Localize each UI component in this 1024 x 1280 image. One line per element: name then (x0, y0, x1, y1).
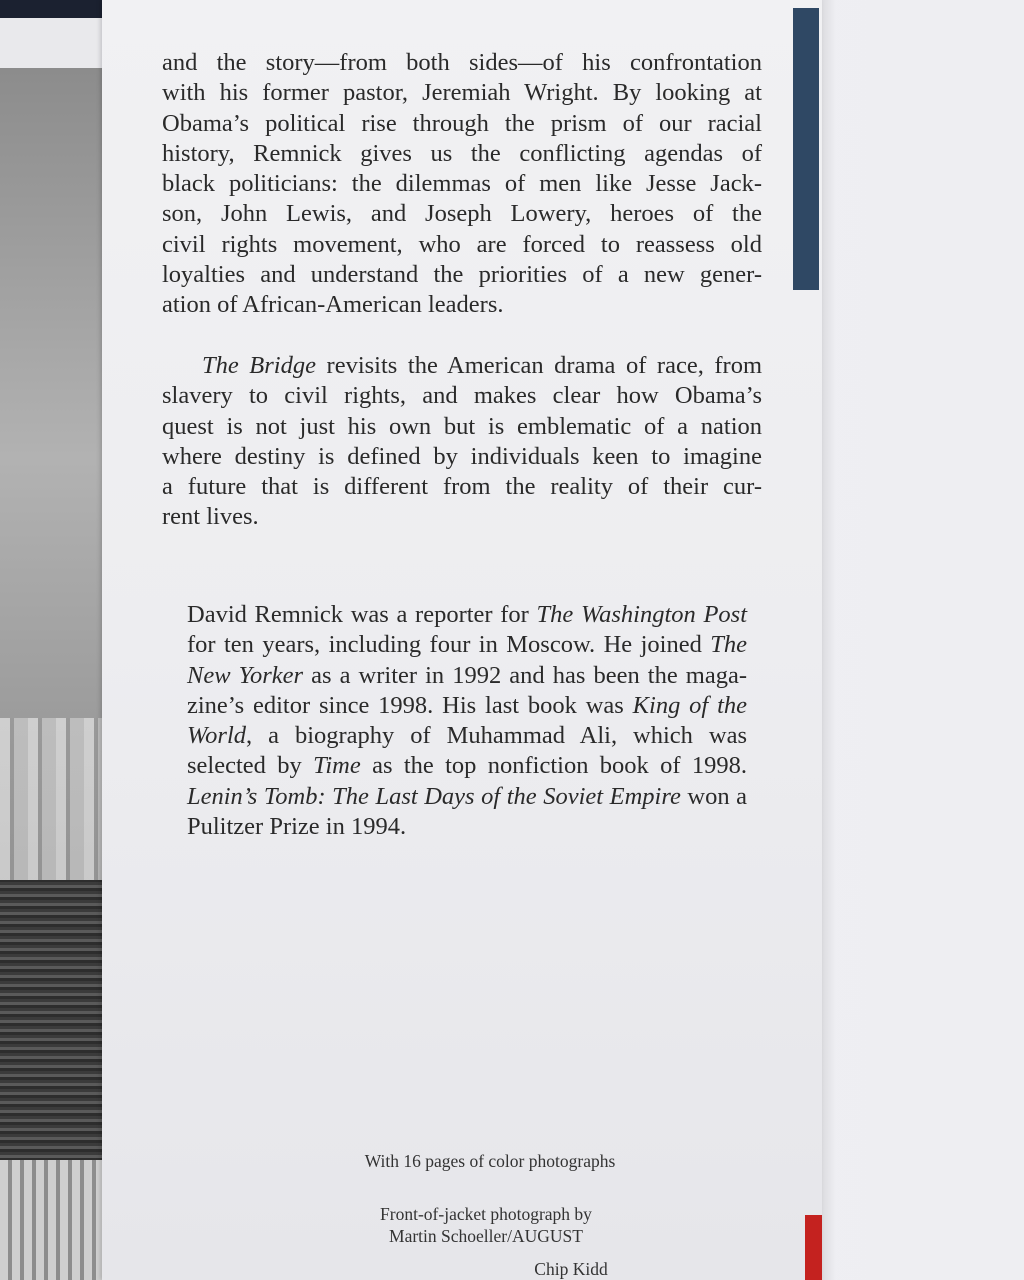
publication-title: Time (313, 752, 361, 780)
text-line: ation of African-American leaders. (162, 291, 504, 319)
text-line: Obama’s political rise through the prism of our racial (162, 109, 762, 137)
text-line (162, 351, 762, 381)
publication-title: The (710, 631, 747, 659)
text-fragment: selected by (187, 752, 314, 780)
book-title: King of the (632, 691, 747, 719)
jacket-design-credit-partial (166, 1258, 806, 1280)
flap-shadow (822, 0, 836, 1280)
book-title: The Bridge (202, 352, 316, 379)
description-paragraph-1 (162, 48, 762, 321)
credit-line: Martin Schoeller/AUGUST (389, 1226, 583, 1246)
author-bio (187, 600, 747, 842)
text-line: quest is not just his own but is emblematic of a nation (162, 412, 762, 440)
text-fragment: for ten years, including four in Moscow. He joined (187, 631, 711, 659)
text-line (187, 630, 747, 660)
text-fragment: as the top nonfiction book of 1998. (360, 752, 747, 780)
text-fragment: David Remnick was a reporter for (187, 601, 537, 628)
book-title: Lenin’s Tomb: The Last Days of the Soviet Empire (187, 782, 681, 810)
text-line (187, 661, 747, 691)
photos-note: With 16 pages of color photographs (364, 1151, 616, 1171)
text-fragment: zine’s editor since 1998. His last book was (187, 691, 633, 719)
credit-line: Front-of-jacket photograph by (380, 1204, 592, 1224)
text-line (187, 721, 747, 751)
text-line: Pulitzer Prize in 1994. (187, 813, 407, 841)
jacket-photo-credit (166, 1203, 806, 1247)
text-line: rent lives. (162, 503, 259, 531)
spine-red-stripe (805, 1215, 822, 1280)
publication-title: New Yorker (187, 661, 304, 689)
text-line: with his former pastor, Jeremiah Wright. By looking at (162, 79, 762, 107)
credit-line: Chip Kidd (534, 1259, 608, 1279)
text-line: history, Remnick gives us the conflicting agendas of (162, 139, 762, 167)
book-title: World (187, 722, 247, 750)
text-fragment: won a (680, 782, 747, 810)
text-line: civil rights movement, who are forced to reassess old (162, 230, 762, 258)
text-line: where destiny is defined by individuals keen to imagine (162, 442, 762, 470)
text-line: son, John Lewis, and Joseph Lowery, heroes of the (162, 200, 762, 228)
text-line (187, 691, 747, 721)
text-line (187, 751, 747, 781)
text-fragment: , a biography of Muhammad Ali, which was (246, 722, 747, 750)
spine-blue-stripe (793, 8, 819, 290)
text-line: loyalties and understand the priorities of a new gener- (162, 261, 762, 289)
text-line (187, 600, 747, 630)
publication-title: The Washington Post (536, 601, 747, 628)
text-line: black politicians: the dilemmas of men like Jesse Jack- (162, 170, 762, 198)
text-line: and the story—from both sides—of his confrontation (162, 49, 762, 76)
text-fragment: as a writer in 1992 and has been the maga- (303, 661, 747, 689)
text-line: a future that is different from the reality of their cur- (162, 473, 762, 501)
text-line (187, 782, 747, 812)
text-fragment: revisits the American drama of race, from (316, 352, 763, 379)
text-line: slavery to civil rights, and makes clear how Obama’s (162, 382, 762, 410)
description-paragraph-2 (162, 351, 762, 533)
